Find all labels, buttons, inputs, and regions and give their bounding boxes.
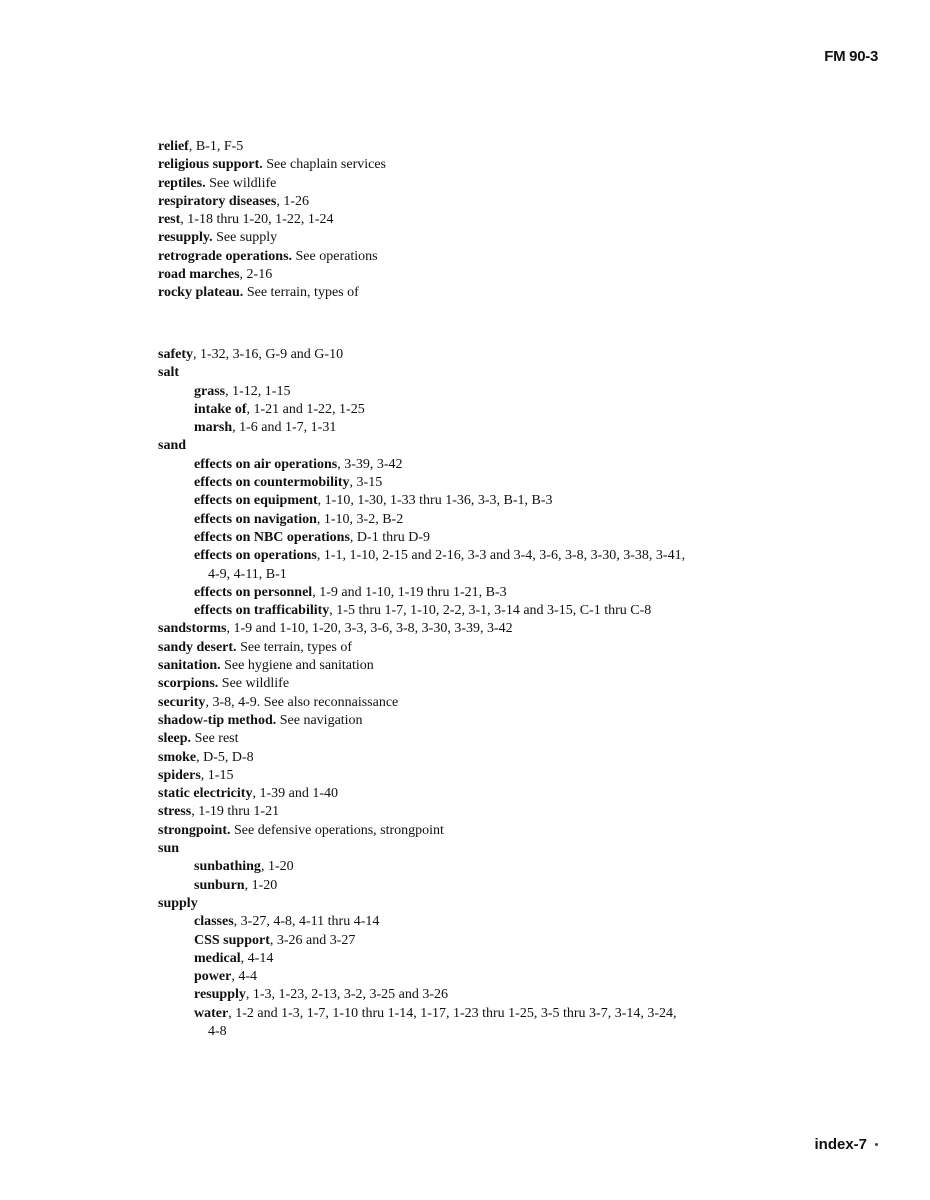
index-subentry (158, 529, 678, 547)
index-reference: , 1-19 thru 1-21 (191, 804, 280, 820)
index-reference: , 1-9 and 1-10, 1-20, 3-3, 3-6, 3-8, 3-30, 3-39, 3-42 (226, 621, 513, 637)
index-term: salt (158, 365, 179, 381)
index-subentry (158, 1005, 688, 1042)
index-term: sandstorms (158, 621, 227, 637)
index-reference: , 1-10, 3-2, B-2 (316, 511, 404, 527)
index-entry (158, 840, 678, 858)
index-reference: , D-5, D-8 (196, 749, 254, 765)
index-entry (158, 437, 678, 455)
index-subentry (158, 511, 678, 529)
index-entry (158, 803, 678, 821)
index-subentry (158, 492, 678, 510)
index-reference: See terrain, types of (236, 639, 353, 655)
index-term: supply (158, 895, 198, 911)
index-term: effects on equipment (194, 493, 318, 509)
index-entry (158, 211, 678, 229)
index-term: sleep. (158, 731, 192, 747)
index-term: medical (194, 950, 241, 966)
index-reference: , 1-39 and 1-40 (252, 786, 338, 802)
index-reference: , 1-32, 3-16, G-9 and G-10 (193, 347, 344, 362)
index-term: reptiles. (158, 175, 206, 191)
index-term: road marches (158, 267, 240, 283)
index-subentry (158, 584, 678, 602)
index-reference: , 1-12, 1-15 (225, 383, 291, 399)
index-term: sunburn (194, 877, 245, 893)
index-term: marsh (194, 420, 233, 436)
index-entry (158, 694, 678, 712)
index-subentry (158, 383, 678, 401)
index-term: power (194, 969, 232, 985)
index-entry (158, 248, 678, 266)
index-reference: , 1-9 and 1-10, 1-19 thru 1-21, B-3 (312, 584, 507, 600)
index-reference: , D-1 thru D-9 (349, 529, 431, 545)
index-subentry (158, 968, 678, 986)
index-reference: See wildlife (218, 676, 290, 692)
index-reference: See hygiene and sanitation (220, 658, 374, 674)
index-term: resupply. (158, 230, 213, 246)
index-reference: See chaplain services (262, 157, 386, 173)
page-number: index-7 (814, 1136, 867, 1153)
index-term: strongpoint. (158, 822, 231, 838)
index-entry (158, 895, 678, 913)
index-subentry (158, 913, 678, 931)
document-id: FM 90-3 (824, 48, 878, 65)
index-reference: See terrain, types of (243, 285, 359, 301)
index-subentry (158, 419, 678, 437)
index-subentry (158, 932, 678, 950)
index-reference: , 1-2 and 1-3, 1-7, 1-10 thru 1-14, 1-17, 1-23 thru 1-25, 3-5 thru 3-7, 3-14, 3-24, 4-8 (208, 1005, 677, 1039)
index-subentry (158, 602, 688, 620)
index-reference: See wildlife (205, 175, 277, 191)
index-group-s (158, 346, 686, 1041)
index-term: relief (158, 139, 189, 154)
index-entry (158, 175, 678, 193)
index-term: sandy desert. (158, 639, 237, 655)
index-reference: , 1-15 (200, 767, 234, 783)
index-reference: See rest (191, 731, 239, 747)
index-term: rest (158, 212, 181, 228)
index-term: sun (158, 841, 180, 857)
index-reference: , 1-26 (276, 193, 310, 209)
index-term: sand (158, 438, 187, 454)
index-reference: , 3-26 and 3-27 (269, 932, 356, 948)
index-term: CSS support (194, 932, 270, 948)
index-entry (158, 712, 678, 730)
index-reference: , 1-20 (244, 877, 278, 893)
index-term: spiders (158, 767, 201, 783)
index-subentry (158, 986, 678, 1004)
index-subentry (158, 474, 678, 492)
index-reference: See defensive operations, strongpoint (230, 822, 444, 838)
index-reference: , 1-6 and 1-7, 1-31 (232, 420, 337, 436)
index-term: effects on air operations (194, 456, 338, 472)
page-mark (875, 1143, 878, 1146)
index-term: retrograde operations. (158, 248, 293, 264)
index-subentry (158, 547, 688, 584)
index-entry (158, 364, 678, 382)
index-reference: See navigation (276, 712, 363, 728)
index-entry (158, 284, 678, 302)
index-reference: , 4-4 (231, 969, 257, 985)
index-reference: , 1-20 (260, 859, 294, 875)
index-entry (158, 266, 678, 284)
index-group-r (158, 138, 678, 303)
index-subentry (158, 950, 678, 968)
index-term: intake of (194, 401, 247, 417)
index-term: rocky plateau. (158, 285, 244, 301)
index-term: grass (194, 383, 226, 399)
index-entry (158, 156, 678, 174)
index-term: sanitation. (158, 658, 221, 674)
index-reference: , 1-18 thru 1-20, 1-22, 1-24 (180, 212, 334, 228)
index-term: safety (158, 347, 193, 362)
index-reference: See operations (292, 248, 378, 264)
index-entry (158, 229, 678, 247)
index-term: water (194, 1005, 229, 1021)
index-entry (158, 749, 678, 767)
index-subentry (158, 858, 678, 876)
index-term: stress (158, 804, 192, 820)
index-term: security (158, 694, 206, 710)
index-term: religious support. (158, 157, 263, 173)
index-entry (158, 730, 678, 748)
index-reference: , 1-10, 1-30, 1-33 thru 1-36, 3-3, B-1, B-3 (317, 493, 553, 509)
index-term: effects on personnel (194, 584, 313, 600)
index-entry (158, 138, 678, 156)
index-term: smoke (158, 749, 197, 765)
index-entry (158, 620, 678, 638)
index-reference: See supply (212, 230, 278, 246)
index-reference: , 1-1, 1-10, 2-15 and 2-16, 3-3 and 3-4, 3-6, 3-8, 3-30, 3-38, 3-41, 4-9, 4-11, B-1 (208, 548, 686, 582)
index-term: sunbathing (194, 859, 261, 875)
index-reference: , B-1, F-5 (188, 139, 244, 154)
index-entry (158, 346, 678, 364)
index-term: effects on operations (194, 548, 317, 564)
index-term: scorpions. (158, 676, 219, 692)
index-reference: , 3-27, 4-8, 4-11 thru 4-14 (233, 914, 380, 930)
index-term: classes (194, 914, 234, 930)
index-subentry (158, 456, 678, 474)
index-entry (158, 193, 678, 211)
index-reference: , 3-15 (349, 475, 383, 491)
index-subentry (158, 401, 678, 419)
index-reference: , 1-21 and 1-22, 1-25 (246, 401, 365, 417)
index-entry (158, 675, 678, 693)
index-entry (158, 639, 678, 657)
index-reference: , 2-16 (239, 267, 273, 283)
index-term: effects on NBC operations (194, 529, 350, 545)
index-subentry (158, 877, 678, 895)
index-term: respiratory diseases (158, 193, 277, 209)
index-reference: , 1-3, 1-23, 2-13, 3-2, 3-25 and 3-26 (245, 987, 449, 1003)
index-term: resupply (194, 987, 246, 1003)
index-entry (158, 785, 678, 803)
index-entry (158, 657, 678, 675)
index-entry (158, 822, 678, 840)
index-term: shadow-tip method. (158, 712, 277, 728)
index-reference: , 3-8, 4-9. See also reconnaissance (205, 694, 399, 710)
index-reference: , 4-14 (240, 950, 274, 966)
index-reference: , 3-39, 3-42 (337, 456, 403, 472)
index-entry (158, 767, 678, 785)
index-term: static electricity (158, 786, 253, 802)
index-term: effects on countermobility (194, 475, 350, 491)
index-term: effects on trafficability (194, 603, 330, 619)
index-term: effects on navigation (194, 511, 317, 527)
index-reference: , 1-5 thru 1-7, 1-10, 2-2, 3-1, 3-14 and 3-15, C-1 thru C-8 (329, 603, 652, 619)
